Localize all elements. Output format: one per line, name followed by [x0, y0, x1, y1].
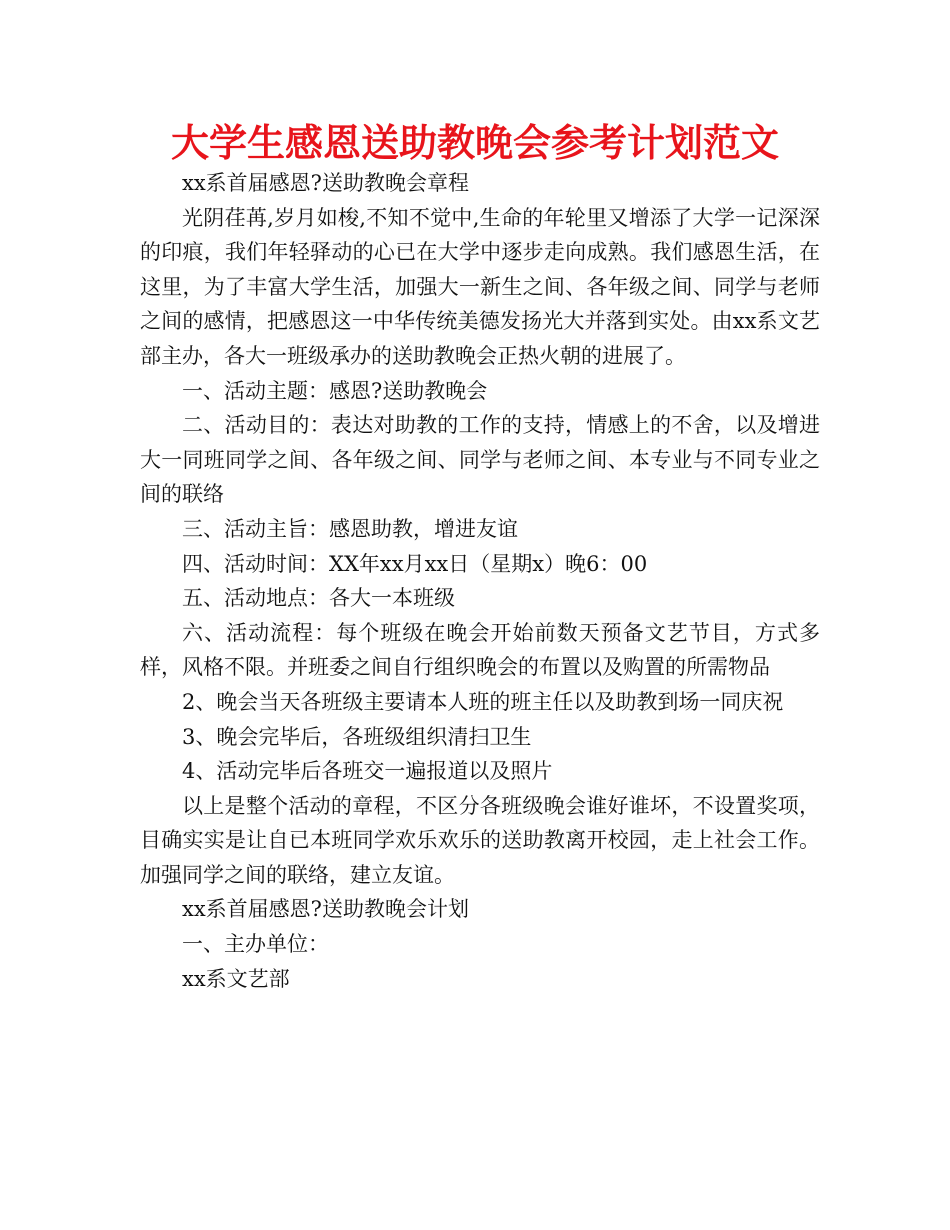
- paragraph-organizer-label: 一、主办单位：: [182, 932, 329, 957]
- paragraph-step-2: 2、晚会当天各班级主要请本人班的班主任以及助教到场一同庆祝: [182, 689, 784, 714]
- document-body: [140, 166, 820, 996]
- paragraph-charter-heading: xx系首届感恩?送助教晚会章程: [182, 171, 469, 195]
- paragraph-intro: 光阴荏苒,岁月如梭,不知不觉中,生命的年轮里又增添了大学一记深深的印痕，我们年轻驿动的心已在大学中逐步走向成熟。我们感恩生活，在这里，为了丰富大学生活，加强大一新生之间、各年级之间、同学与老师之间的感情，把感恩这一中华传统美德发扬光大并落到实处。由xx系文艺部主办，各大一班级承办的送助教晚会正热火朝的进展了。: [140, 205, 820, 368]
- paragraph-plan-heading: xx系首届感恩?送助教晚会计划: [182, 897, 469, 922]
- paragraph-aim: 三、活动主旨：感恩助教，增进友谊: [182, 516, 518, 541]
- paragraph-step-4: 4、活动完毕后各班交一遍报道以及照片: [182, 759, 553, 784]
- document-title: 大学生感恩送助教晚会参考计划范文: [170, 121, 779, 165]
- paragraph-summary: 以上是整个活动的章程，不区分各班级晚会谁好谁坏，不设置奖项，目确实实是让自已本班同学欢乐欢乐的送助教离开校园，走上社会工作。加强同学之间的联络，建立友谊。: [140, 793, 820, 887]
- paragraph-organizer-name: xx系文艺部: [182, 966, 290, 991]
- paragraph-process: 六、活动流程：每个班级在晚会开始前数天预备文艺节目，方式多样，风格不限。并班委之间自行组织晚会的布置以及购置的所需物品: [140, 620, 820, 680]
- paragraph-location: 五、活动地点：各大一本班级: [182, 586, 455, 611]
- paragraph-step-3: 3、晚会完毕后，各班级组织清扫卫生: [182, 724, 532, 749]
- paragraph-time: 四、活动时间：XX年xx月xx日（星期x）晚6：00: [182, 551, 648, 576]
- paragraph-theme: 一、活动主题：感恩?送助教晚会: [182, 378, 488, 403]
- paragraph-purpose: 二、活动目的：表达对助教的工作的支持，情感上的不舍，以及增进大一同班同学之间、各年级之间、同学与老师之间、本专业与不同专业之间的联络: [140, 413, 820, 507]
